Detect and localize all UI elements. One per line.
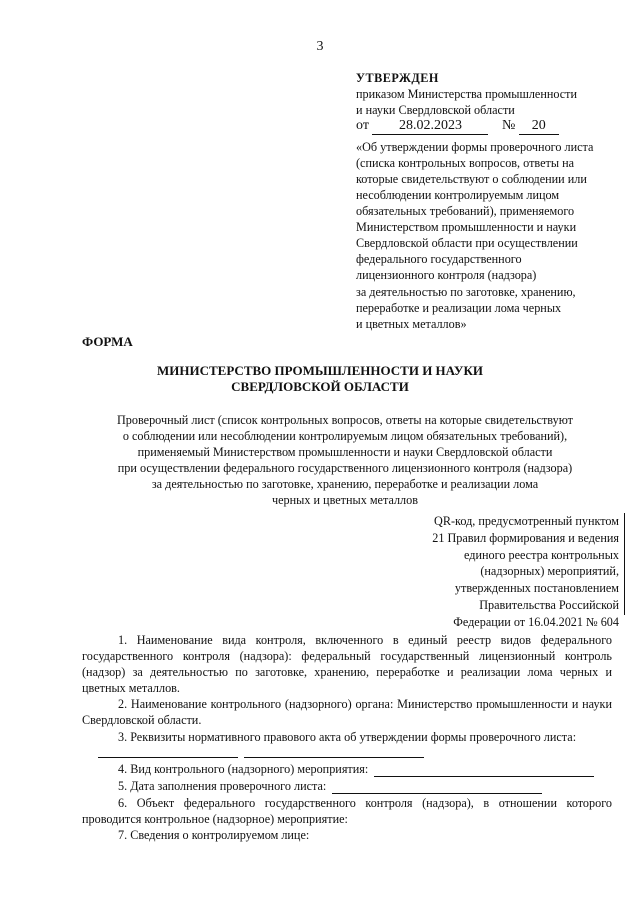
subject-line: «Об утверждении формы проверочного листа — [356, 139, 594, 154]
checklist-title-line: при осуществлении федерального государственного лицензионного контроля (надзора) — [117, 461, 573, 476]
item-3-blank-row — [98, 747, 612, 758]
qr-text-line: Федерации от 16.04.2021 № 604 — [453, 614, 619, 629]
date-prefix: от — [356, 118, 369, 134]
item-5: 5. Дата заполнения проверочного листа: — [118, 778, 327, 793]
approval-subject — [356, 139, 618, 332]
qr-code-placeholder — [405, 513, 619, 631]
ministry-line-2: СВЕРДЛОВСКОЙ ОБЛАСТИ — [231, 379, 409, 395]
qr-box-border — [624, 513, 625, 615]
form-label: ФОРМА — [82, 334, 133, 349]
item-2: 2. Наименование контрольного (надзорного) органа: Министерство промышленности и науки Свердловской области. — [82, 697, 612, 728]
item-3-blank[interactable] — [98, 747, 238, 758]
subject-line: и цветных металлов» — [356, 316, 467, 331]
qr-text-line: 21 Правил формирования и ведения — [432, 530, 619, 545]
subject-line: федерального государственного — [356, 252, 522, 267]
subject-line: Свердловской области при осуществлении — [356, 236, 578, 251]
approval-line-2: и науки Свердловской области — [356, 103, 515, 118]
checklist-title-line: за деятельностью по заготовке, хранению, переработке и реализации лома — [151, 477, 539, 492]
item-4-row — [118, 761, 612, 777]
qr-text-line: утвержденных постановлением — [454, 581, 619, 596]
checklist-title-line: Проверочный лист (список контрольных вопросов, ответы на которые свидетельствуют — [116, 413, 573, 427]
item-4-blank[interactable] — [374, 766, 594, 777]
approval-date: 28.02.2023 — [372, 118, 488, 134]
page-number: 3 — [316, 39, 324, 54]
item-4: 4. Вид контрольного (надзорного) мероприятия: — [118, 761, 369, 776]
item-6: 6. Объект федерального государственного контроля (надзора), в отношении которого проводится контрольное (надзорное) мероприятие: — [82, 795, 612, 826]
item-3: 3. Реквизиты нормативного правового акта об утверждении формы проверочного листа: — [118, 729, 577, 744]
item-1: 1. Наименование вида контроля, включенного в единый реестр видов федерального государственного контроля (надзора): федеральный государственный лицензионный контроль (надзор) за деятельностью по заготовке, хранению, переработке и реализации лома черных и цветных металлов. — [82, 633, 612, 696]
checklist-title-line: о соблюдении или несоблюдении контролируемым лицом обязательных требований), — [122, 429, 568, 444]
item-5-row — [118, 778, 612, 794]
approval-title: УТВЕРЖДЕН — [356, 71, 439, 85]
ministry-heading — [0, 363, 640, 396]
approval-date-line — [356, 118, 618, 134]
checklist-title — [90, 412, 600, 509]
qr-text-line: единого реестра контрольных — [464, 547, 619, 562]
subject-line: переработке и реализации лома черных — [356, 300, 562, 315]
subject-line: несоблюдении контролируемым лицом — [356, 187, 560, 202]
number-prefix: № — [501, 118, 516, 134]
subject-line: обязательных требований), применяемого — [356, 204, 575, 219]
subject-line: (списка контрольных вопросов, ответы на — [356, 155, 574, 170]
qr-text-line: Правительства Российской — [479, 598, 619, 613]
approval-block — [356, 70, 618, 332]
subject-line: за деятельностью по заготовке, хранению, — [356, 284, 576, 299]
form-items — [82, 632, 612, 843]
subject-line: которые свидетельствуют о соблюдении или — [356, 171, 587, 186]
subject-line: лицензионного контроля (надзора) — [356, 268, 537, 283]
qr-text-line: QR-код, предусмотренный пунктом — [434, 514, 619, 528]
approval-line-1: приказом Министерства промышленности — [356, 87, 578, 102]
item-7: 7. Сведения о контролируемом лице: — [118, 828, 310, 843]
ministry-line-1: МИНИСТЕРСТВО ПРОМЫШЛЕННОСТИ И НАУКИ — [157, 363, 483, 378]
qr-text-line: (надзорных) мероприятий, — [480, 564, 619, 579]
checklist-title-line: применяемый Министерством промышленности и науки Свердловской области — [137, 445, 553, 460]
item-5-blank[interactable] — [332, 783, 542, 794]
approval-number: 20 — [519, 118, 559, 134]
item-3-blank[interactable] — [244, 747, 424, 758]
subject-line: Министерством промышленности и науки — [356, 220, 577, 235]
checklist-title-line: черных и цветных металлов — [272, 493, 418, 508]
